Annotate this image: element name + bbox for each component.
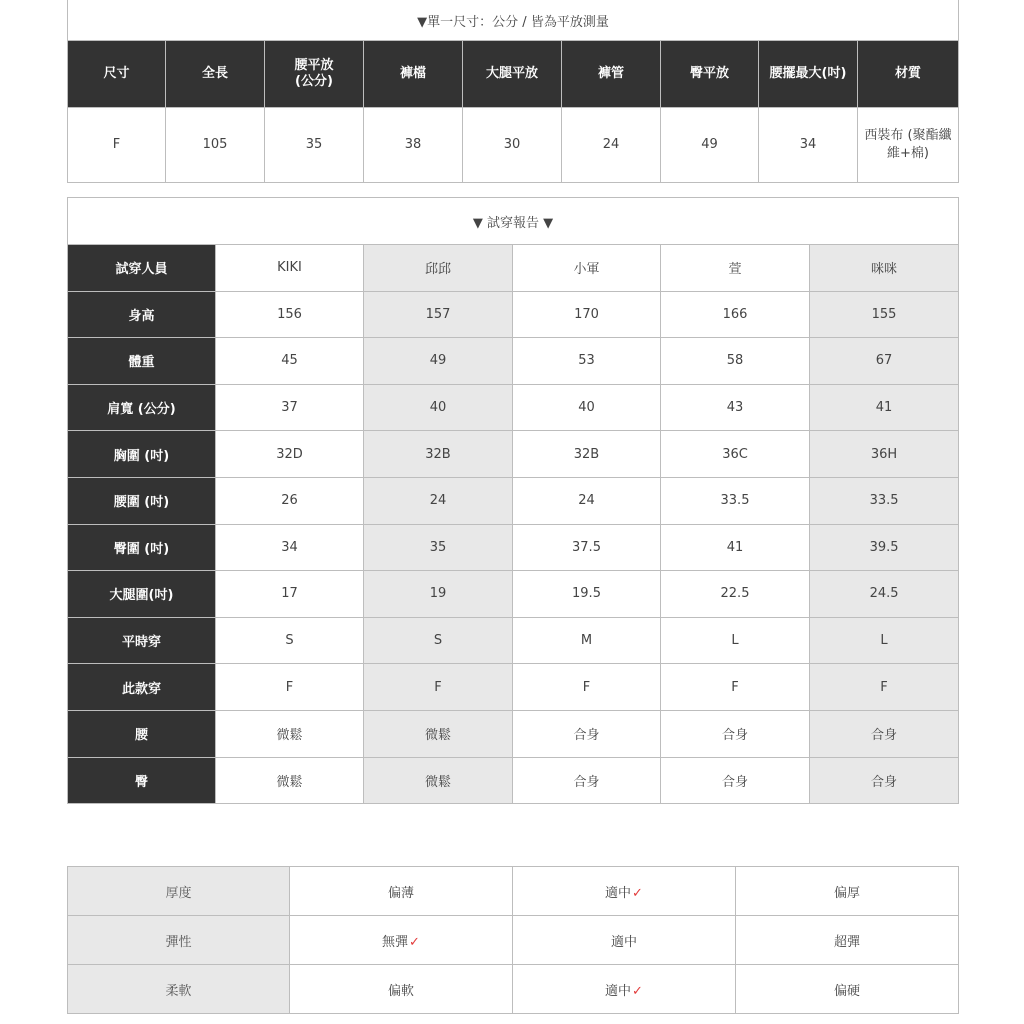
size-table-header-row bbox=[68, 41, 959, 108]
fabric-option-cell bbox=[736, 867, 959, 916]
size-header-cell: 臀平放 bbox=[661, 41, 759, 108]
try-on-value-cell: 24 bbox=[364, 477, 513, 524]
try-on-value-cell: 49 bbox=[364, 338, 513, 385]
try-on-value-cell: 41 bbox=[810, 384, 959, 431]
fabric-option-cell bbox=[290, 916, 513, 965]
check-mark-icon: ✓ bbox=[632, 983, 643, 999]
try-on-value-cell: 36H bbox=[810, 431, 959, 478]
try-on-value-cell: 32B bbox=[364, 431, 513, 478]
try-on-value-cell: 35 bbox=[364, 524, 513, 571]
try-on-row bbox=[68, 524, 959, 571]
try-on-value-cell: 合身 bbox=[810, 710, 959, 757]
try-on-value-cell: 45 bbox=[216, 338, 364, 385]
try-on-value-cell: 萱 bbox=[661, 245, 810, 292]
fabric-option-cell bbox=[513, 867, 736, 916]
try-on-value-cell: 合身 bbox=[513, 757, 661, 804]
try-on-value-cell: 157 bbox=[364, 291, 513, 338]
try-on-row-label: 腰圍 (吋) bbox=[68, 477, 216, 524]
try-on-row-label: 試穿人員 bbox=[68, 245, 216, 292]
try-on-value-cell: 166 bbox=[661, 291, 810, 338]
fabric-option-label: 超彈 bbox=[833, 934, 860, 950]
size-table-caption: ▼單一尺寸：公分 / 皆為平放測量 bbox=[68, 0, 959, 41]
size-table-data-row bbox=[68, 108, 959, 183]
size-header-cell: 褲管 bbox=[562, 41, 661, 108]
try-on-value-cell: 34 bbox=[216, 524, 364, 571]
try-on-value-cell: KIKI bbox=[216, 245, 364, 292]
try-on-value-cell: 37 bbox=[216, 384, 364, 431]
size-header-cell: 褲檔 bbox=[364, 41, 463, 108]
size-header-cell: 腰平放 (公分) bbox=[265, 41, 364, 108]
try-on-report-caption: ▼ 試穿報告 ▼ bbox=[68, 198, 959, 245]
fabric-option-label: 適中 bbox=[605, 983, 632, 999]
try-on-row-label: 臀 bbox=[68, 757, 216, 804]
size-value-cell: 34 bbox=[759, 108, 858, 183]
size-header-cell: 全長 bbox=[166, 41, 265, 108]
size-value-cell: 30 bbox=[463, 108, 562, 183]
try-on-row-label: 身高 bbox=[68, 291, 216, 338]
fabric-option-label: 適中 bbox=[605, 885, 632, 901]
try-on-row bbox=[68, 757, 959, 804]
try-on-row-label: 臀圍 (吋) bbox=[68, 524, 216, 571]
fabric-option-cell bbox=[290, 867, 513, 916]
try-on-report-table bbox=[67, 197, 959, 804]
try-on-row bbox=[68, 571, 959, 618]
fabric-option-cell bbox=[736, 965, 959, 1014]
try-on-value-cell: 33.5 bbox=[661, 477, 810, 524]
try-on-value-cell: 67 bbox=[810, 338, 959, 385]
try-on-value-cell: 19.5 bbox=[513, 571, 661, 618]
fabric-option-label: 適中 bbox=[610, 934, 637, 950]
try-on-value-cell: 22.5 bbox=[661, 571, 810, 618]
try-on-value-cell: 合身 bbox=[810, 757, 959, 804]
try-on-value-cell: 53 bbox=[513, 338, 661, 385]
try-on-value-cell: 36C bbox=[661, 431, 810, 478]
try-on-row-label: 腰 bbox=[68, 710, 216, 757]
try-on-row-label: 大腿圍(吋) bbox=[68, 571, 216, 618]
try-on-value-cell: F bbox=[216, 664, 364, 711]
try-on-row bbox=[68, 384, 959, 431]
try-on-value-cell: 24.5 bbox=[810, 571, 959, 618]
fabric-option-label: 偏厚 bbox=[833, 885, 860, 901]
size-header-cell: 材質 bbox=[858, 41, 959, 108]
try-on-value-cell: 41 bbox=[661, 524, 810, 571]
try-on-value-cell: 19 bbox=[364, 571, 513, 618]
size-value-cell: 49 bbox=[661, 108, 759, 183]
try-on-value-cell: M bbox=[513, 617, 661, 664]
try-on-row bbox=[68, 245, 959, 292]
fabric-option-label: 偏軟 bbox=[387, 983, 414, 999]
try-on-row bbox=[68, 617, 959, 664]
try-on-row bbox=[68, 710, 959, 757]
try-on-value-cell: 微鬆 bbox=[364, 710, 513, 757]
try-on-value-cell: 58 bbox=[661, 338, 810, 385]
try-on-value-cell: S bbox=[216, 617, 364, 664]
size-header-cell: 腰擺最大(吋) bbox=[759, 41, 858, 108]
try-on-row bbox=[68, 291, 959, 338]
fabric-row bbox=[68, 867, 959, 916]
size-table bbox=[67, 0, 959, 183]
try-on-value-cell: F bbox=[661, 664, 810, 711]
check-mark-icon: ✓ bbox=[409, 934, 420, 950]
try-on-value-cell: 155 bbox=[810, 291, 959, 338]
fabric-option-cell bbox=[513, 916, 736, 965]
fabric-row-label: 彈性 bbox=[68, 916, 290, 965]
try-on-value-cell: 咪咪 bbox=[810, 245, 959, 292]
try-on-value-cell: F bbox=[513, 664, 661, 711]
try-on-value-cell: 40 bbox=[513, 384, 661, 431]
try-on-row-label: 胸圍 (吋) bbox=[68, 431, 216, 478]
fabric-properties-table bbox=[67, 866, 959, 1014]
try-on-value-cell: 170 bbox=[513, 291, 661, 338]
try-on-value-cell: L bbox=[810, 617, 959, 664]
fabric-row-label: 柔軟 bbox=[68, 965, 290, 1014]
size-header-cell: 大腿平放 bbox=[463, 41, 562, 108]
try-on-value-cell: F bbox=[810, 664, 959, 711]
try-on-row bbox=[68, 338, 959, 385]
fabric-row bbox=[68, 916, 959, 965]
fabric-option-label: 偏薄 bbox=[387, 885, 414, 901]
try-on-value-cell: 邱邱 bbox=[364, 245, 513, 292]
size-value-cell: 西裝布 (聚酯纖維+棉) bbox=[858, 108, 959, 183]
try-on-value-cell: 小軍 bbox=[513, 245, 661, 292]
try-on-row bbox=[68, 664, 959, 711]
try-on-value-cell: F bbox=[364, 664, 513, 711]
try-on-value-cell: 合身 bbox=[661, 710, 810, 757]
try-on-row-label: 體重 bbox=[68, 338, 216, 385]
fabric-option-label: 偏硬 bbox=[833, 983, 860, 999]
size-header-cell: 尺寸 bbox=[68, 41, 166, 108]
try-on-value-cell: 40 bbox=[364, 384, 513, 431]
size-value-cell: 35 bbox=[265, 108, 364, 183]
check-mark-icon: ✓ bbox=[632, 885, 643, 901]
try-on-value-cell: S bbox=[364, 617, 513, 664]
try-on-value-cell: 17 bbox=[216, 571, 364, 618]
try-on-value-cell: 43 bbox=[661, 384, 810, 431]
fabric-option-cell bbox=[290, 965, 513, 1014]
try-on-value-cell: 37.5 bbox=[513, 524, 661, 571]
try-on-value-cell: 24 bbox=[513, 477, 661, 524]
try-on-value-cell: 32B bbox=[513, 431, 661, 478]
try-on-value-cell: 26 bbox=[216, 477, 364, 524]
try-on-value-cell: 39.5 bbox=[810, 524, 959, 571]
try-on-row bbox=[68, 477, 959, 524]
try-on-value-cell: 合身 bbox=[661, 757, 810, 804]
try-on-value-cell: 33.5 bbox=[810, 477, 959, 524]
try-on-value-cell: L bbox=[661, 617, 810, 664]
try-on-row-label: 肩寬 (公分) bbox=[68, 384, 216, 431]
size-value-cell: F bbox=[68, 108, 166, 183]
try-on-value-cell: 微鬆 bbox=[364, 757, 513, 804]
try-on-value-cell: 合身 bbox=[513, 710, 661, 757]
size-value-cell: 38 bbox=[364, 108, 463, 183]
size-value-cell: 24 bbox=[562, 108, 661, 183]
size-value-cell: 105 bbox=[166, 108, 265, 183]
try-on-row-label: 平時穿 bbox=[68, 617, 216, 664]
try-on-value-cell: 156 bbox=[216, 291, 364, 338]
fabric-option-cell bbox=[513, 965, 736, 1014]
fabric-row bbox=[68, 965, 959, 1014]
fabric-option-label: 無彈 bbox=[382, 934, 409, 950]
try-on-value-cell: 32D bbox=[216, 431, 364, 478]
try-on-value-cell: 微鬆 bbox=[216, 710, 364, 757]
fabric-row-label: 厚度 bbox=[68, 867, 290, 916]
fabric-option-cell bbox=[736, 916, 959, 965]
try-on-row-label: 此款穿 bbox=[68, 664, 216, 711]
try-on-row bbox=[68, 431, 959, 478]
try-on-value-cell: 微鬆 bbox=[216, 757, 364, 804]
